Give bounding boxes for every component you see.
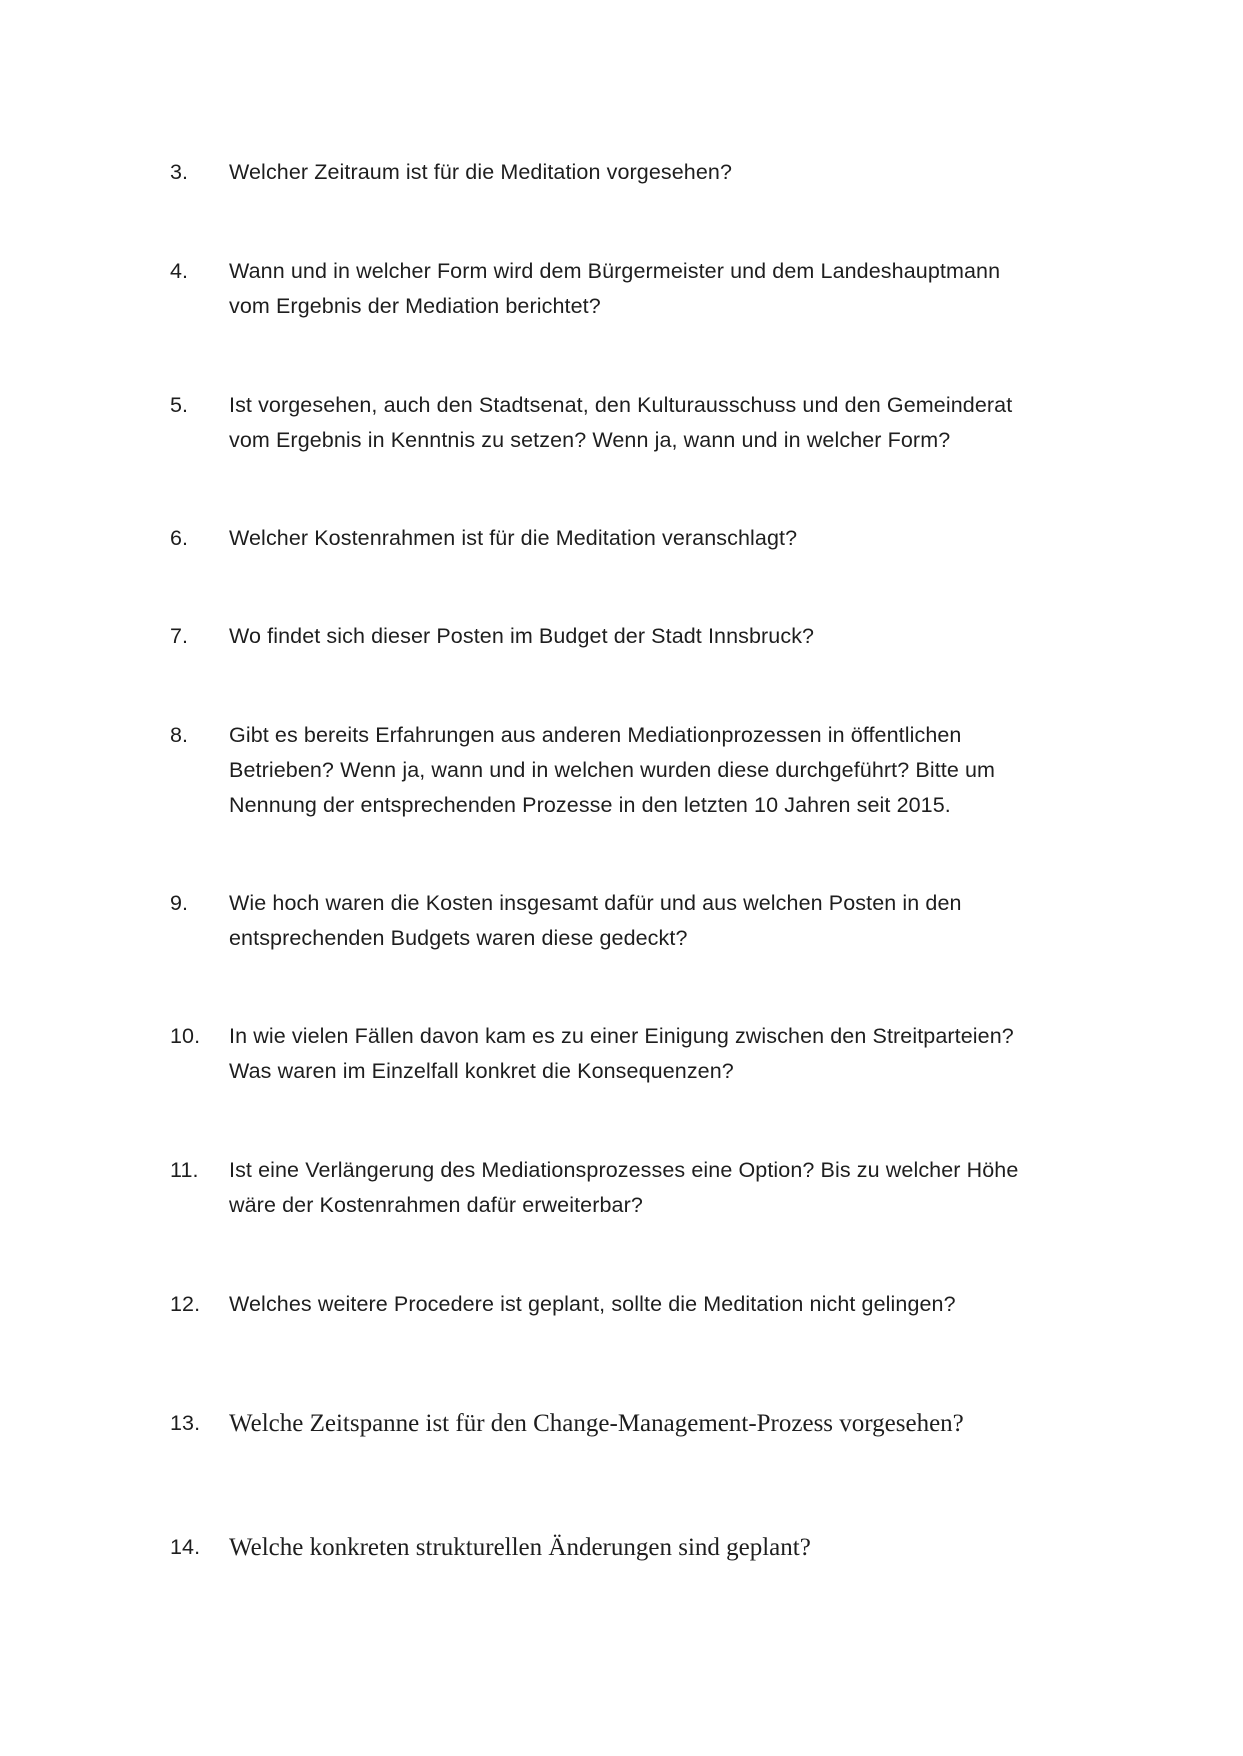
question-line: Nennung der entsprechenden Prozesse in den letzten 10 Jahren seit 2015. [229,793,951,817]
question-number: 5. [170,393,189,417]
question-line: Wie hoch waren die Kosten insgesamt dafür und aus welchen Posten in den [229,891,962,915]
question-text: Welcher Zeitraum ist für die Meditation vorgesehen? [229,160,733,184]
question-text: Welche Zeitspanne ist für den Change-Management-Prozess vorgesehen? [229,1410,964,1437]
question-line: Ist eine Verlängerung des Mediationsprozesses eine Option? Bis zu welcher Höhe [229,1158,1019,1182]
question-text [229,718,1089,823]
question-text [229,1019,1089,1089]
question-line: wäre der Kostenrahmen dafür erweiterbar? [229,1193,643,1217]
question-line: Ist vorgesehen, auch den Stadtsenat, den Kulturausschuss und den Gemeinderat [229,393,1013,417]
question-line: vom Ergebnis in Kenntnis zu setzen? Wenn ja, wann und in welcher Form? [229,428,951,452]
question-text: Welche konkreten strukturellen Änderungen sind geplant? [229,1534,811,1561]
question-number: 11. [170,1158,199,1182]
question-line: Gibt es bereits Erfahrungen aus anderen Mediationprozessen in öffentlichen [229,723,962,747]
question-number: 4. [170,259,189,283]
question-number: 8. [170,723,189,747]
question-number: 7. [170,624,189,648]
question-line: Was waren im Einzelfall konkret die Konsequenzen? [229,1059,734,1083]
question-line: In wie vielen Fällen davon kam es zu einer Einigung zwischen den Streitparteien? [229,1024,1014,1048]
question-text [229,388,1089,458]
question-number: 6. [170,526,189,550]
question-text: Wo findet sich dieser Posten im Budget der Stadt Innsbruck? [229,624,815,648]
question-line: Wann und in welcher Form wird dem Bürgermeister und dem Landeshauptmann [229,259,1001,283]
question-line: Betrieben? Wenn ja, wann und in welchen wurden diese durchgeführt? Bitte um [229,758,996,782]
question-number: 9. [170,891,189,915]
question-number: 13. [170,1411,201,1435]
question-text [229,254,1089,324]
question-line: vom Ergebnis der Mediation berichtet? [229,294,601,318]
question-text [229,1153,1089,1223]
question-text: Welches weitere Procedere ist geplant, sollte die Meditation nicht gelingen? [229,1292,956,1316]
question-number: 10. [170,1024,201,1048]
question-text: Welcher Kostenrahmen ist für die Meditation veranschlagt? [229,526,798,550]
question-number: 12. [170,1292,201,1316]
question-line: entsprechenden Budgets waren diese gedeckt? [229,926,688,950]
question-text [229,886,1089,956]
question-number: 14. [170,1535,201,1559]
question-number: 3. [170,160,189,184]
